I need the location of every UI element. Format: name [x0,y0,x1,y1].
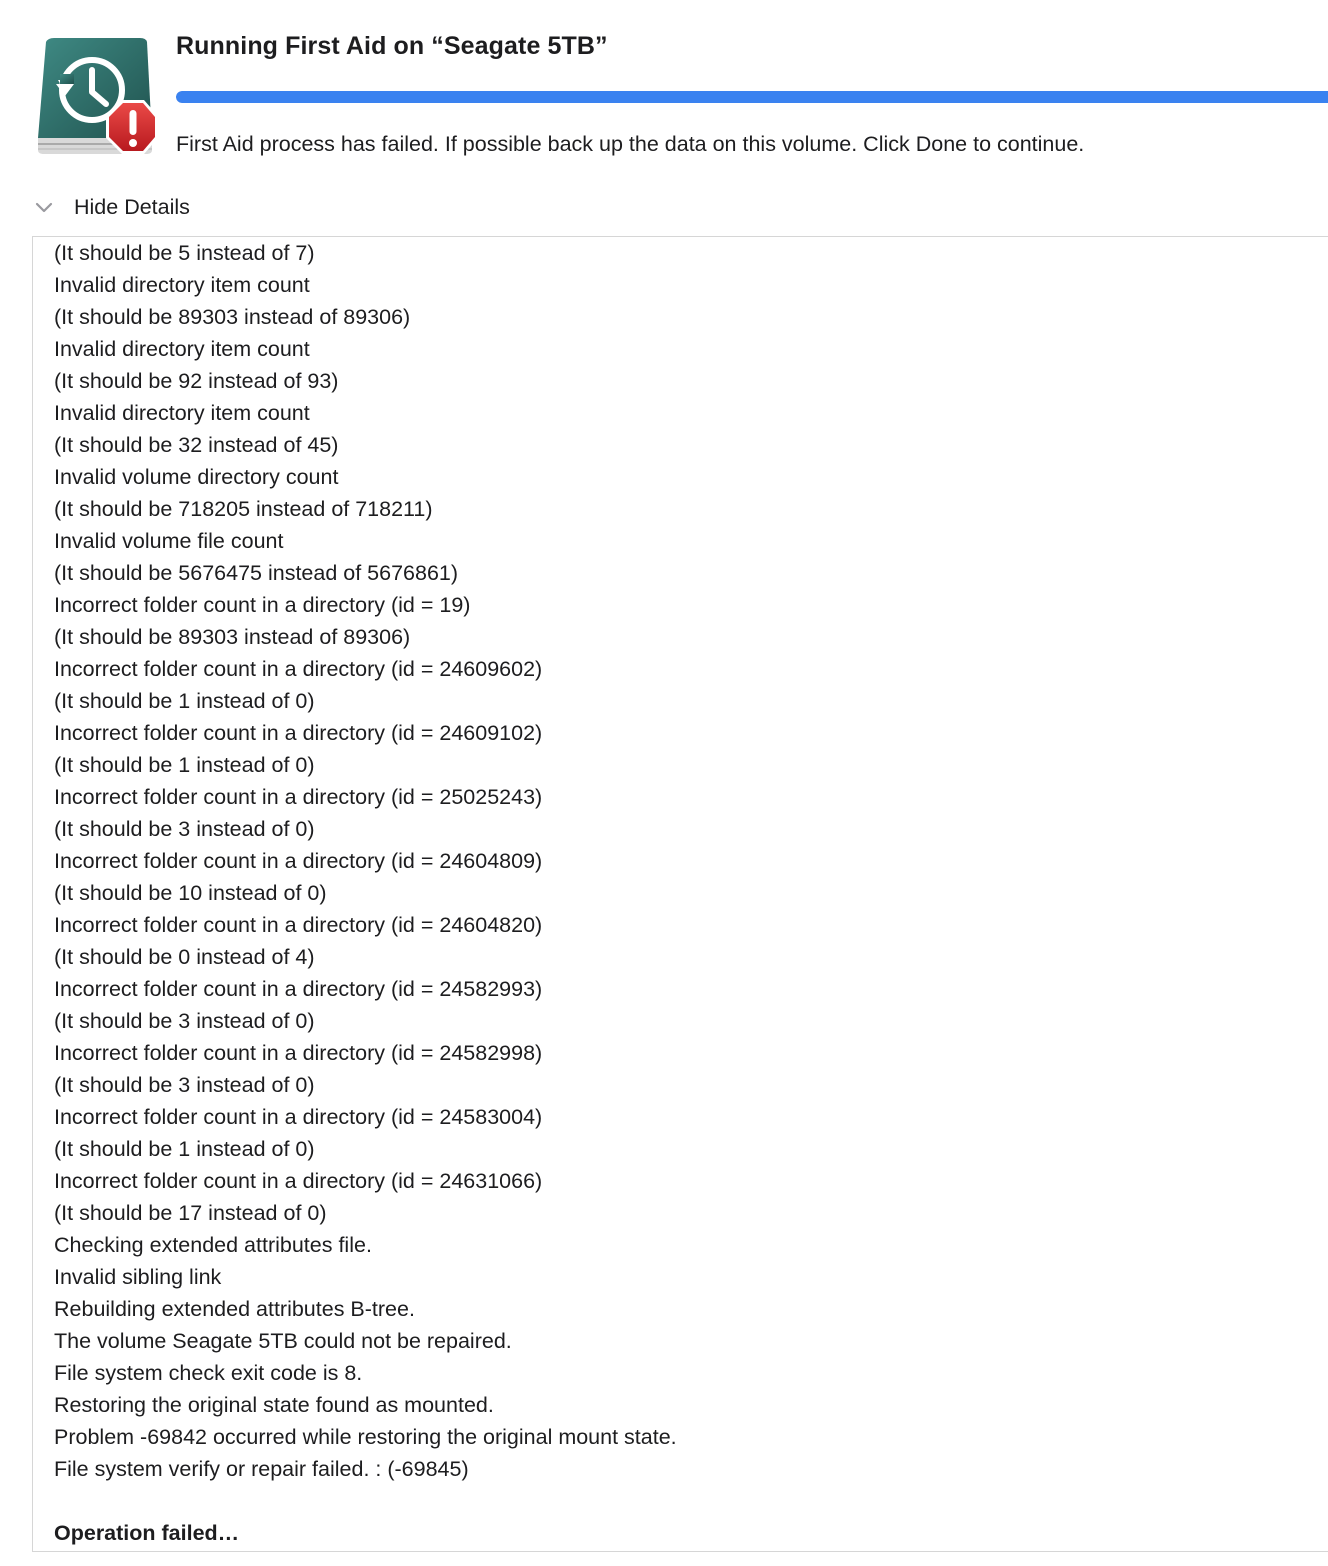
log-line: (It should be 1 instead of 0) [54,689,315,713]
log-line: (It should be 1 instead of 0) [54,753,315,777]
log-line: (It should be 89303 instead of 89306) [54,625,411,649]
log-line: (It should be 5 instead of 7) [54,241,315,265]
log-line: Incorrect folder count in a directory (id = 24609602) [54,657,543,681]
log-line: Incorrect folder count in a directory (id = 19) [54,593,471,617]
log-line: (It should be 1 instead of 0) [54,1137,315,1161]
log-line: Checking extended attributes file. [54,1233,372,1257]
log-line: Incorrect folder count in a directory (id = 24631066) [54,1169,543,1193]
log-line: Incorrect folder count in a directory (id = 24583004) [54,1105,543,1129]
log-line: (It should be 0 instead of 4) [54,945,315,969]
log-line: Invalid directory item count [54,337,310,361]
progress-bar-fill [176,91,1328,103]
log-line: Restoring the original state found as mounted. [54,1393,494,1417]
hide-details-label: Hide Details [74,194,190,219]
progress-bar [176,91,1328,103]
status-message: First Aid process has failed. If possible back up the data on this volume. Click Done to continue. [176,132,1085,156]
log-line: Incorrect folder count in a directory (id = 24604820) [54,913,543,937]
log-line: (It should be 10 instead of 0) [54,881,327,905]
log-line: File system check exit code is 8. [54,1361,363,1385]
log-line: The volume Seagate 5TB could not be repaired. [54,1329,512,1353]
log-line: (It should be 89303 instead of 89306) [54,305,411,329]
chevron-down-icon [30,193,58,221]
log-line: Invalid volume directory count [54,465,339,489]
log-line: File system verify or repair failed. : (-69845) [54,1457,469,1481]
hide-details-toggle[interactable] [30,190,190,224]
log-spacer [54,1485,677,1517]
log-line: (It should be 92 instead of 93) [54,369,339,393]
log-line: (It should be 3 instead of 0) [54,1009,315,1033]
log-line: Rebuilding extended attributes B-tree. [54,1297,415,1321]
log-line: (It should be 718205 instead of 718211) [54,497,433,521]
disk-utility-first-aid-error-icon [34,34,158,160]
log-line: Incorrect folder count in a directory (id = 24609102) [54,721,543,745]
dialog-header [0,0,1328,180]
log-line: Incorrect folder count in a directory (id = 25025243) [54,785,543,809]
details-log-panel[interactable] [32,236,1328,1552]
operation-failed-line: Operation failed… [54,1521,240,1545]
log-line: Incorrect folder count in a directory (id = 24582998) [54,1041,543,1065]
log-line: Invalid sibling link [54,1265,222,1289]
log-line: Invalid directory item count [54,401,310,425]
log-line: (It should be 3 instead of 0) [54,1073,315,1097]
log-line: (It should be 3 instead of 0) [54,817,315,841]
log-line: Incorrect folder count in a directory (id = 24582993) [54,977,543,1001]
log-line: (It should be 17 instead of 0) [54,1201,327,1225]
log-line: Incorrect folder count in a directory (id = 24604809) [54,849,543,873]
details-log-list [54,237,677,1549]
dialog-title: Running First Aid on “Seagate 5TB” [176,32,608,60]
log-line: Invalid directory item count [54,273,310,297]
log-line: (It should be 5676475 instead of 5676861) [54,561,459,585]
log-line: Invalid volume file count [54,529,284,553]
log-line: (It should be 32 instead of 45) [54,433,339,457]
log-line: Problem -69842 occurred while restoring the original mount state. [54,1425,677,1449]
